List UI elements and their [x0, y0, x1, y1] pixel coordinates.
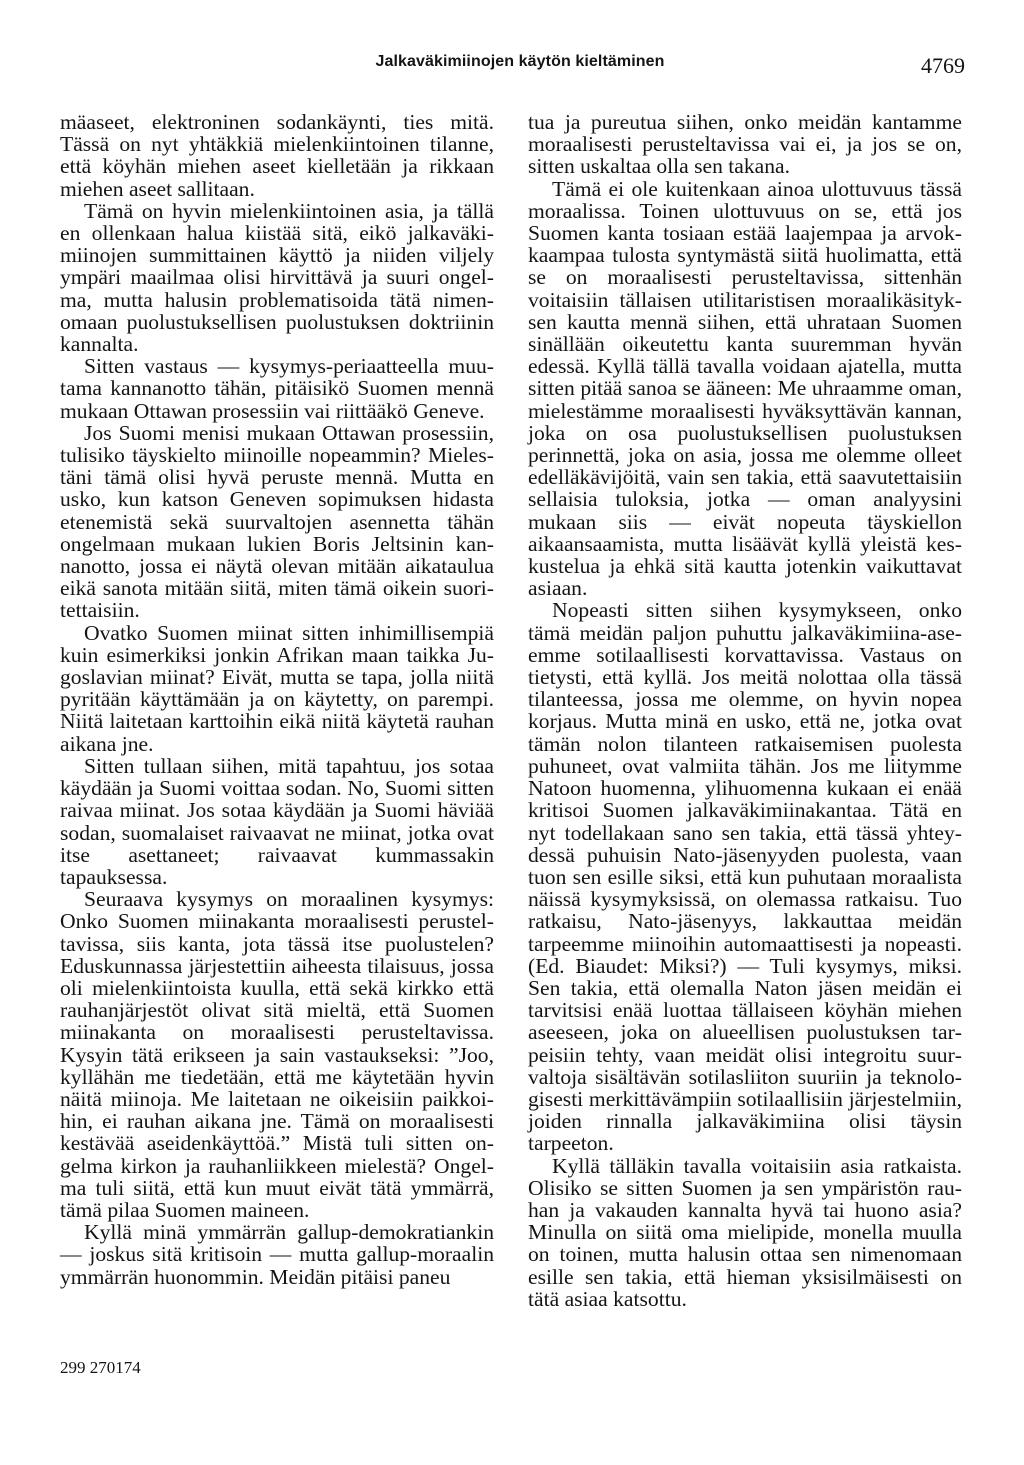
- left-column: [60, 111, 494, 1288]
- paragraph: Tämä ei ole kuitenkaan ainoa ulottuvuus tässä moraalissa. Toinen ulottuvuus on se, että jos Suomen kanta tosiaan estää laajempaa ja arvokkaampaa tulosta syntymästä siitä huolimatta, että se on moraalisesti perusteltavissa, sittenhän voitaisiin tällaisen utilitaristisen moraalikäsityksen kautta mennä siihen, että uhrataan Suomen sinällään oikeutettu kanta suuremman hyvän edessä. Kyllä tällä tavalla voidaan ajatella, mutta sitten pitää sanoa se ääneen: Me uhraamme oman, mielestämme moraalisesti hyväksyttävän kannan, joka on osa puolustuksellisen puolustuksen perinnettä, joka on asia, jossa me olemme olleet edelläkävijöitä, vain sen takia, että saavutettaisiin sellaisia tuloksia, jotka — oman analyysini mukaan siis — eivät nopeuta täyskiellon aikaansaamista, mutta lisäävät kyllä yleistä keskustelua ja ehkä sitä kautta jotenkin vaikuttavat asiaan.: [528, 176, 962, 601]
- running-title: Jalkaväkimiinojen käytön kieltäminen: [375, 53, 665, 70]
- paragraph: Kyllä minä ymmärrän gallup-demokratiankin — joskus sitä kritisoin — mutta gallup-moraalin ymmärrän huonommin. Meidän pitäisi paneu: [60, 1220, 494, 1289]
- footer-print-code: 299 270174: [60, 1358, 141, 1377]
- paragraph: Kyllä tälläkin tavalla voitaisiin asia ratkaista. Olisiko se sitten Suomen ja sen ympäristön rauhan ja vakauden kannalta hyvä tai huono asia? Minulla on siitä oma mielipide, monella muulla on toinen, mutta halusin ottaa sen nimenomaan esille sen takia, että hieman yksisilmäisesti on tätä asiaa katsottu.: [528, 1153, 962, 1311]
- page-number: 4769: [921, 53, 965, 78]
- paragraph: Tämä on hyvin mielenkiintoinen asia, ja tällä en ollenkaan halua kiistää sitä, eikö jalkaväkimiinojen summittainen käyttö ja niiden viljely ympäri maailmaa olisi hirvittävä ja suuri ongelma, mutta halusin problematisoida tätä nimenomaan puolustuksellisen puolustuksen doktriinin kannalta.: [60, 198, 494, 357]
- paragraph: Nopeasti sitten siihen kysymykseen, onko tämä meidän paljon puhuttu jalkaväkimiina-aseemme sotilaallisesti korvattavissa. Vastaus on tietysti, että kyllä. Jos meitä nolottaa olla tässä tilanteessa, jossa me olemme, on hyvin nopea korjaus. Mutta minä en usko, että ne, jotka ovat tämän nolon tilanteen ratkaisemisen puolesta puhuneet, ovat valmiita tähän. Jos me liitymme Natoon huomenna, ylihuomenna kukaan ei enää kritisoi Suomen jalkaväkimiinakantaa. Tätä en nyt todellakaan sano sen takia, että tässä yhteydessä puhuisin Nato-jäsenyyden puolesta, vaan tuon sen esille siksi, että kun puhutaan moraalista näissä kysymyksissä, on olemassa ratkaisu. Tuo ratkaisu, Nato-jäsenyys, lakkauttaa meidän tarpeemme miinoihin automaattisesti ja nopeasti. (Ed. Biaudet: Miksi?) — Tuli kysymys, miksi. Sen takia, että olemalla Naton jäsen meidän ei tarvitsisi enää luottaa tällaiseen köyhän miehen aseeseen, joka on alueellisen puolustuksen tarpeisiin tehty, vaan meidät olisi integroitu suurvaltoja sisältävän sotilasliiton suuriin ja teknologisesti merkittävämpiin sotilaallisiin järjestelmiin, joiden rinnalla jalkaväkimiina olisi täysin tarpeeton.: [528, 598, 962, 1156]
- paragraph: mäaseet, elektroninen sodankäynti, ties mitä. Tässä on nyt yhtäkkiä mielenkiintoinen tilanne, että köyhän miehen aseet kielletään ja rikkaan miehen aseet sallitaan.: [60, 110, 494, 201]
- paragraph: Ovatko Suomen miinat sitten inhimillisempiä kuin esimerkiksi jonkin Afrikan maan taikka Jugoslavian miinat? Eivät, mutta se tapa, jolla niitä pyritään käyttämään ja on käytetty, on parempi. Niitä laitetaan karttoihin eikä niitä käytetä rauhan aikana jne.: [60, 620, 494, 756]
- paragraph: tua ja pureutua siihen, onko meidän kantamme moraalisesti perusteltavissa vai ei, ja jos se on, sitten uskaltaa olla sen takana.: [528, 110, 962, 179]
- paragraph: Sitten vastaus — kysymys-periaatteella muutama kannanotto tähän, pitäisikö Suomen mennä mukaan Ottawan prosessiin vai riittääkö Geneve.: [60, 354, 494, 423]
- paragraph: Seuraava kysymys on moraalinen kysymys: Onko Suomen miinakanta moraalisesti perusteltavissa, siis kanta, jota tässä itse puolustelen? Eduskunnassa järjestettiin aiheesta tilaisuus, jossa oli mielenkiintoista kuulla, että sekä kirkko että rauhanjärjestöt olivat sitä mieltä, että Suomen miinakanta on moraalisesti perusteltavissa. Kysyin tätä erikseen ja sain vastaukseksi: ”Joo, kyllähän me tiedetään, että me käytetään hyvin näitä miinoja. Me laitetaan ne oikeisiin paikkoihin, ei rauhan aikana jne. Tämä on moraalisesti kestävää aseidenkäyttöä.” Mistä tuli sitten ongelma kirkon ja rauhanliikkeen mielestä? Ongelma tuli siitä, että kun muut eivät tätä ymmärrä, tämä pilaa Suomen maineen.: [60, 887, 494, 1222]
- paragraph: Jos Suomi menisi mukaan Ottawan prosessiin, tulisiko täyskielto miinoille nopeammin? Mielestäni tämä olisi hyvä peruste mennä. Mutta en usko, kun katson Geneven sopimuksen hidasta etenemistä sekä suurvaltojen asennetta tähän ongelmaan mukaan lukien Boris Jeltsinin kannanotto, jossa ei näytä olevan mitään aikataulua eikä sanota mitään siitä, miten tämä oikein suoritettaisiin.: [60, 420, 494, 623]
- page-header: [0, 53, 1024, 77]
- right-column: [528, 111, 962, 1310]
- paragraph: Sitten tullaan siihen, mitä tapahtuu, jos sotaa käydään ja Suomi voittaa sodan. No, Suomi sitten raivaa miinat. Jos sotaa käydään ja Suomi häviää sodan, suomalaiset raivaavat ne miinat, jotka ovat itse asettaneet; raivaavat kummassakin tapauksessa.: [60, 753, 494, 889]
